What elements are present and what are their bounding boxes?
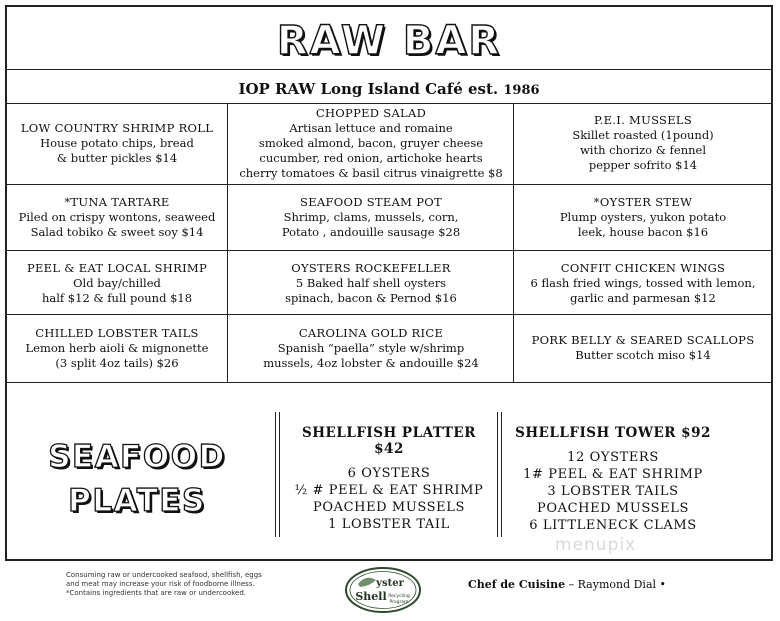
logo-word-oyster: yster: [376, 578, 404, 589]
menu-item-name: LOW COUNTRY SHRIMP ROLL: [20, 120, 214, 135]
menu-item: [7, 185, 227, 249]
menu-item-description: 6 flash fried wings, tossed with lemon,: [530, 275, 756, 290]
menu-item-name: CONFIT CHICKEN WINGS: [560, 260, 726, 275]
menu-item-description: Spanish “paella” style w/shrimp: [277, 340, 465, 355]
menu-item: [515, 315, 771, 381]
chef-label: Chef de Cuisine: [468, 578, 566, 591]
logo-small-text: Program: [389, 600, 409, 605]
grid-divider: [227, 104, 228, 382]
tower-line: 1# PEEL & EAT SHRIMP: [523, 467, 703, 482]
menu-item-description: Piled on crispy wontons, seaweed: [18, 209, 216, 224]
seafood-plates-title: [37, 435, 237, 523]
double-divider: [275, 412, 280, 537]
menu-item: [515, 103, 771, 183]
platter-line: 6 OYSTERS: [347, 466, 431, 481]
menu-item: [515, 251, 771, 315]
menu-item-description: Butter scotch miso $14: [575, 348, 711, 362]
menu-item: [7, 315, 227, 381]
platter-title: SHELLFISH PLATTER $42: [302, 425, 476, 457]
double-divider: [497, 412, 502, 537]
menu-item-description: Salad tobiko & sweet soy $14: [30, 224, 204, 239]
menu-frame: [5, 5, 773, 561]
logo-word-shell: Shell: [355, 590, 387, 603]
shellfish-tower: [513, 425, 713, 534]
menu-item-description: & butter pickles $14: [56, 150, 178, 165]
menu-item-name: PORK BELLY & SEARED SCALLOPS: [531, 333, 755, 347]
disclaimer-line: *Contains ingredients that are raw or undercooked.: [66, 589, 247, 597]
menu-item-description: Skillet roasted (1pound): [572, 128, 714, 142]
menu-item-description: House potato chips, bread: [40, 135, 194, 150]
menu-item-description: cucumber, red onion, artichoke hearts: [259, 150, 483, 165]
tower-line: 3 LOBSTER TAILS: [547, 484, 679, 499]
menu-item-description: cherry tomatoes & basil citrus vinaigrette $8: [239, 165, 503, 180]
menu-item-description: Potato , andouille sausage $28: [281, 224, 461, 239]
menu-item-description: Artisan lettuce and romaine: [289, 120, 453, 135]
tower-title: SHELLFISH TOWER $92: [515, 425, 711, 441]
menu-item-name: *TUNA TARTARE: [64, 194, 170, 209]
food-safety-disclaimer: [66, 571, 262, 598]
menu-item-name: P.E.I. MUSSELS: [593, 113, 693, 127]
menu-item: [229, 315, 513, 381]
menu-item-description: 5 Baked half shell oysters: [295, 275, 447, 290]
menu-item: [7, 251, 227, 315]
menu-item-description: mussels, 4oz lobster & andouille $24: [263, 355, 479, 370]
platter-line: ½ # PEEL & EAT SHRIMP: [294, 483, 484, 498]
subtitle-text: IOP RAW Long Island Café est.: [238, 80, 499, 98]
menu-item-description: leek, house bacon $16: [577, 224, 709, 239]
platter-line: 1 LOBSTER TAIL: [328, 517, 450, 532]
cafe-subtitle: [7, 80, 771, 98]
oyster-shell-recycling-logo: [344, 566, 422, 614]
menu-item-description: Plump oysters, yukon potato: [559, 209, 727, 224]
menu-item: [7, 103, 227, 183]
menu-item-description: Old bay/chilled: [73, 275, 161, 290]
disclaimer-line: Consuming raw or undercooked seafood, shellfish, eggs: [66, 571, 262, 579]
menu-item: [229, 185, 513, 249]
menu-item-description: spinach, bacon & Pernod $16: [285, 290, 457, 305]
page-title: RAW BAR: [276, 18, 502, 64]
grid-divider: [513, 104, 514, 382]
menu-item: [229, 103, 513, 183]
menu-item-description: smoked almond, bacon, gruyer cheese: [258, 135, 484, 150]
disclaimer-line: and meat may increase your risk of foodborne illness.: [66, 580, 255, 588]
menu-item-description: half $12 & full pound $18: [41, 290, 193, 305]
menu-item-description: garlic and parmesan $12: [570, 290, 716, 305]
menu-item-name: PEEL & EAT LOCAL SHRIMP: [26, 260, 208, 275]
seafood-plates-title-line: SEAFOOD: [48, 439, 226, 475]
menu-item-name: CAROLINA GOLD RICE: [298, 325, 444, 340]
menu-item-description: Lemon herb aioli & mignonette: [25, 340, 209, 355]
logo-small-text: Recycling: [388, 594, 410, 599]
menu-item-name: CHILLED LOBSTER TAILS: [35, 325, 199, 340]
menu-item-name: SEAFOOD STEAM POT: [300, 194, 442, 209]
platter-line: POACHED MUSSELS: [313, 500, 465, 515]
title-rule: [7, 69, 771, 70]
menu-item-name: OYSTERS ROCKEFELLER: [291, 260, 451, 275]
tower-line: POACHED MUSSELS: [537, 501, 689, 516]
menu-item-description: (3 split 4oz tails) $26: [55, 355, 179, 370]
subtitle-year: 1986: [503, 83, 540, 98]
watermark: menupix: [555, 535, 637, 555]
shellfish-platter: [289, 425, 489, 533]
menu-item-description: Shrimp, clams, mussels, corn,: [283, 209, 459, 224]
menu-item-description: pepper sofrito $14: [588, 158, 698, 172]
menu-item-description: with chorizo & fennel: [579, 143, 707, 157]
chef-credit: [468, 578, 666, 591]
menu-item-name: CHOPPED SALAD: [315, 105, 427, 120]
seafood-plates-title-line: PLATES: [68, 483, 206, 519]
menu-item: [515, 185, 771, 249]
menu-item-name: *OYSTER STEW: [593, 194, 693, 209]
menu-item: [229, 251, 513, 315]
tower-line: 6 LITTLENECK CLAMS: [529, 518, 697, 533]
tower-line: 12 OYSTERS: [567, 450, 659, 465]
chef-name: – Raymond Dial •: [565, 578, 667, 591]
